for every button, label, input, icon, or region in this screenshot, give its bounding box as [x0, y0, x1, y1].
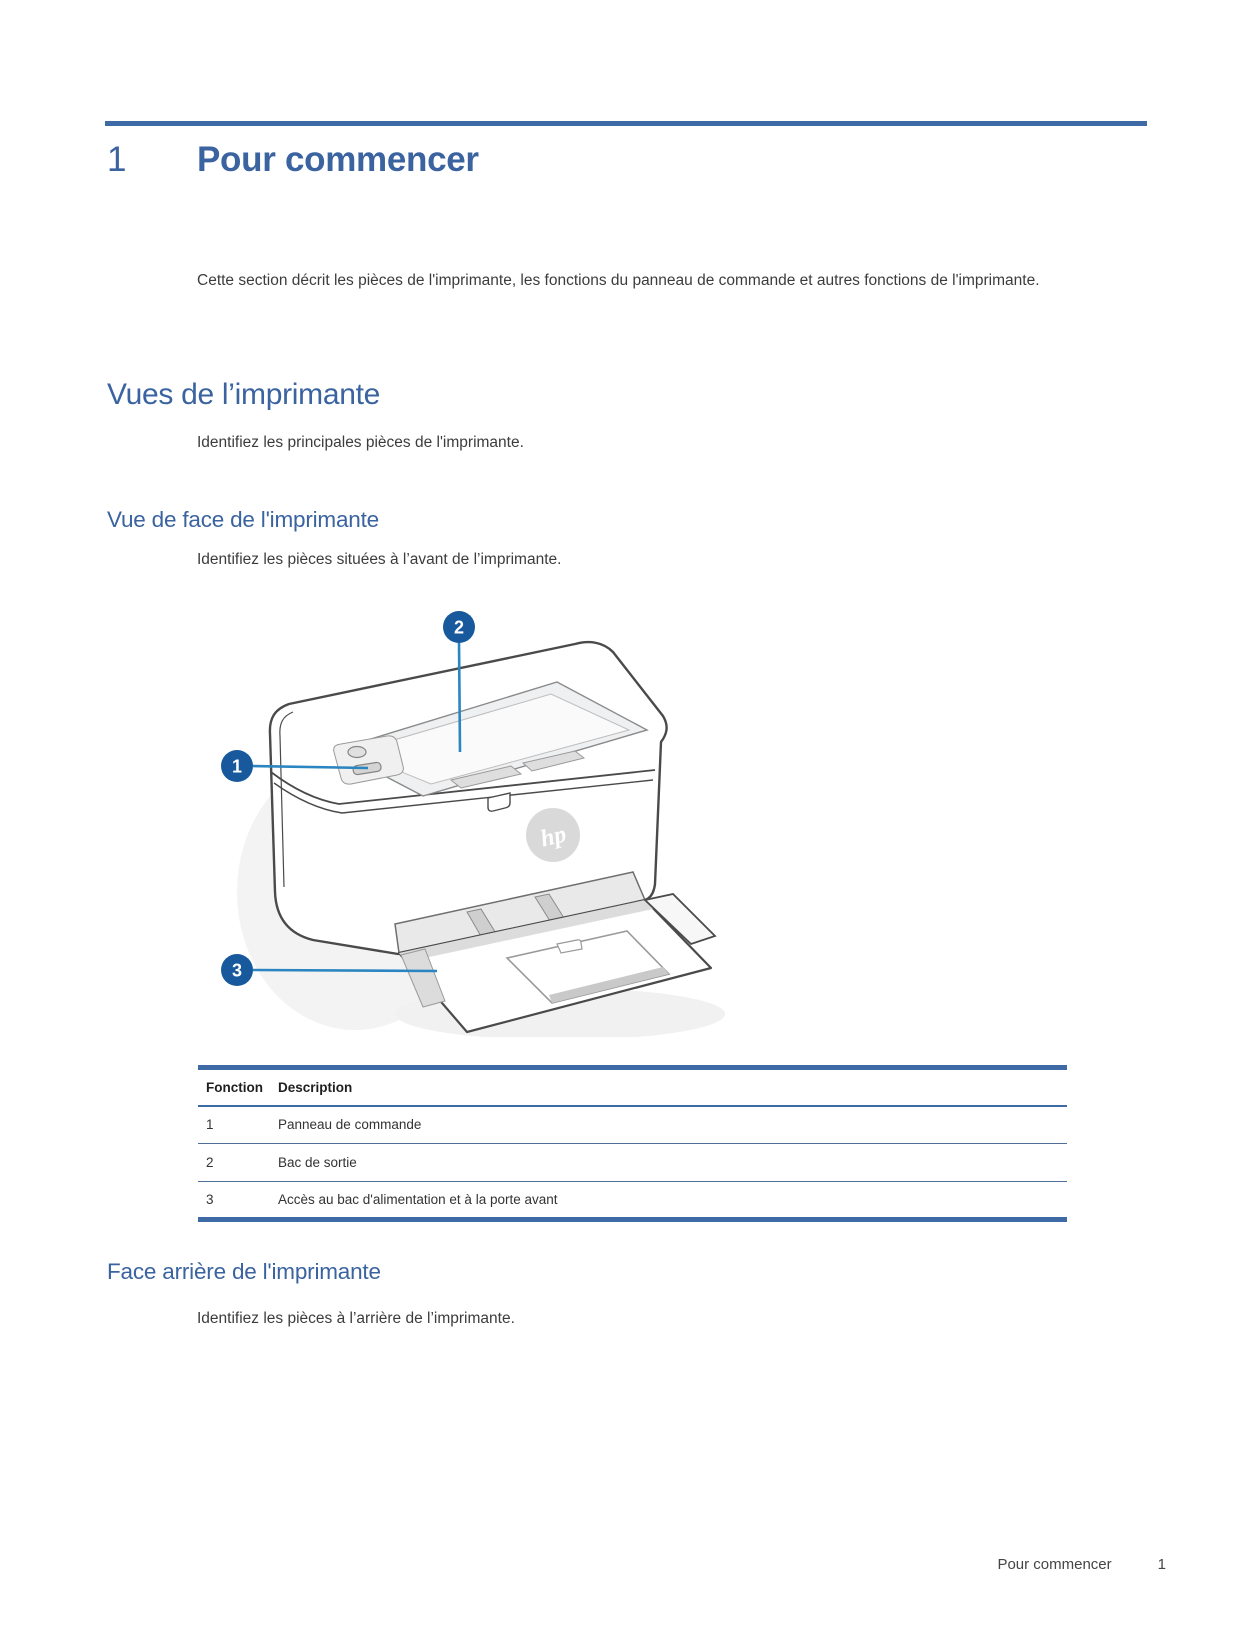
subsection-body-rear-view: Identifiez les pièces à l’arrière de l’imprimante. [197, 1310, 515, 1327]
chapter-rule-divider [105, 121, 1147, 126]
section-title-views: Vues de l’imprimante [107, 378, 381, 411]
page-title: Pour commencer [197, 140, 479, 179]
front-view-table [198, 1065, 1067, 1222]
callout-2-number: 2 [453, 617, 465, 638]
printer-front-view-figure [205, 582, 730, 1037]
cell-description: Accès au bac d'alimentation et à la porte avant [278, 1192, 558, 1207]
hp-logo-text: hp [538, 821, 569, 853]
subsection-title-front-view: Vue de face de l'imprimante [107, 507, 379, 532]
footer-page-number: 1 [1157, 1556, 1166, 1573]
chapter-number: 1 [107, 140, 127, 179]
callout-3-leader [253, 970, 437, 971]
footer-chapter-label: Pour commencer [997, 1556, 1112, 1573]
table-row [198, 1182, 1067, 1220]
table-header-fonction: Fonction [198, 1068, 278, 1106]
callout-2-leader [459, 642, 460, 752]
subsection-body-front-view: Identifiez les pièces situées à l’avant de l’imprimante. [197, 551, 562, 568]
callout-3-number: 3 [231, 960, 243, 981]
power-button-icon [348, 747, 366, 758]
cell-description: Panneau de commande [278, 1106, 1067, 1144]
table-row [198, 1144, 1067, 1182]
cell-fonction: 2 [198, 1144, 278, 1182]
page-footer [0, 1556, 1166, 1573]
cell-fonction: 3 [206, 1192, 214, 1207]
section-body-views: Identifiez les principales pièces de l'imprimante. [197, 434, 524, 451]
callout-1-number: 1 [231, 756, 243, 777]
intro-paragraph: Cette section décrit les pièces de l'imprimante, les fonctions du panneau de commande et autres fonctions de l'imprimante. [197, 272, 1040, 289]
table-header-row [198, 1068, 1067, 1106]
subsection-title-rear-view: Face arrière de l'imprimante [107, 1259, 381, 1284]
table-row [198, 1106, 1067, 1144]
cell-fonction: 1 [198, 1106, 278, 1144]
cell-description: Bac de sortie [278, 1144, 1067, 1182]
table-header-description: Description [278, 1068, 1067, 1106]
